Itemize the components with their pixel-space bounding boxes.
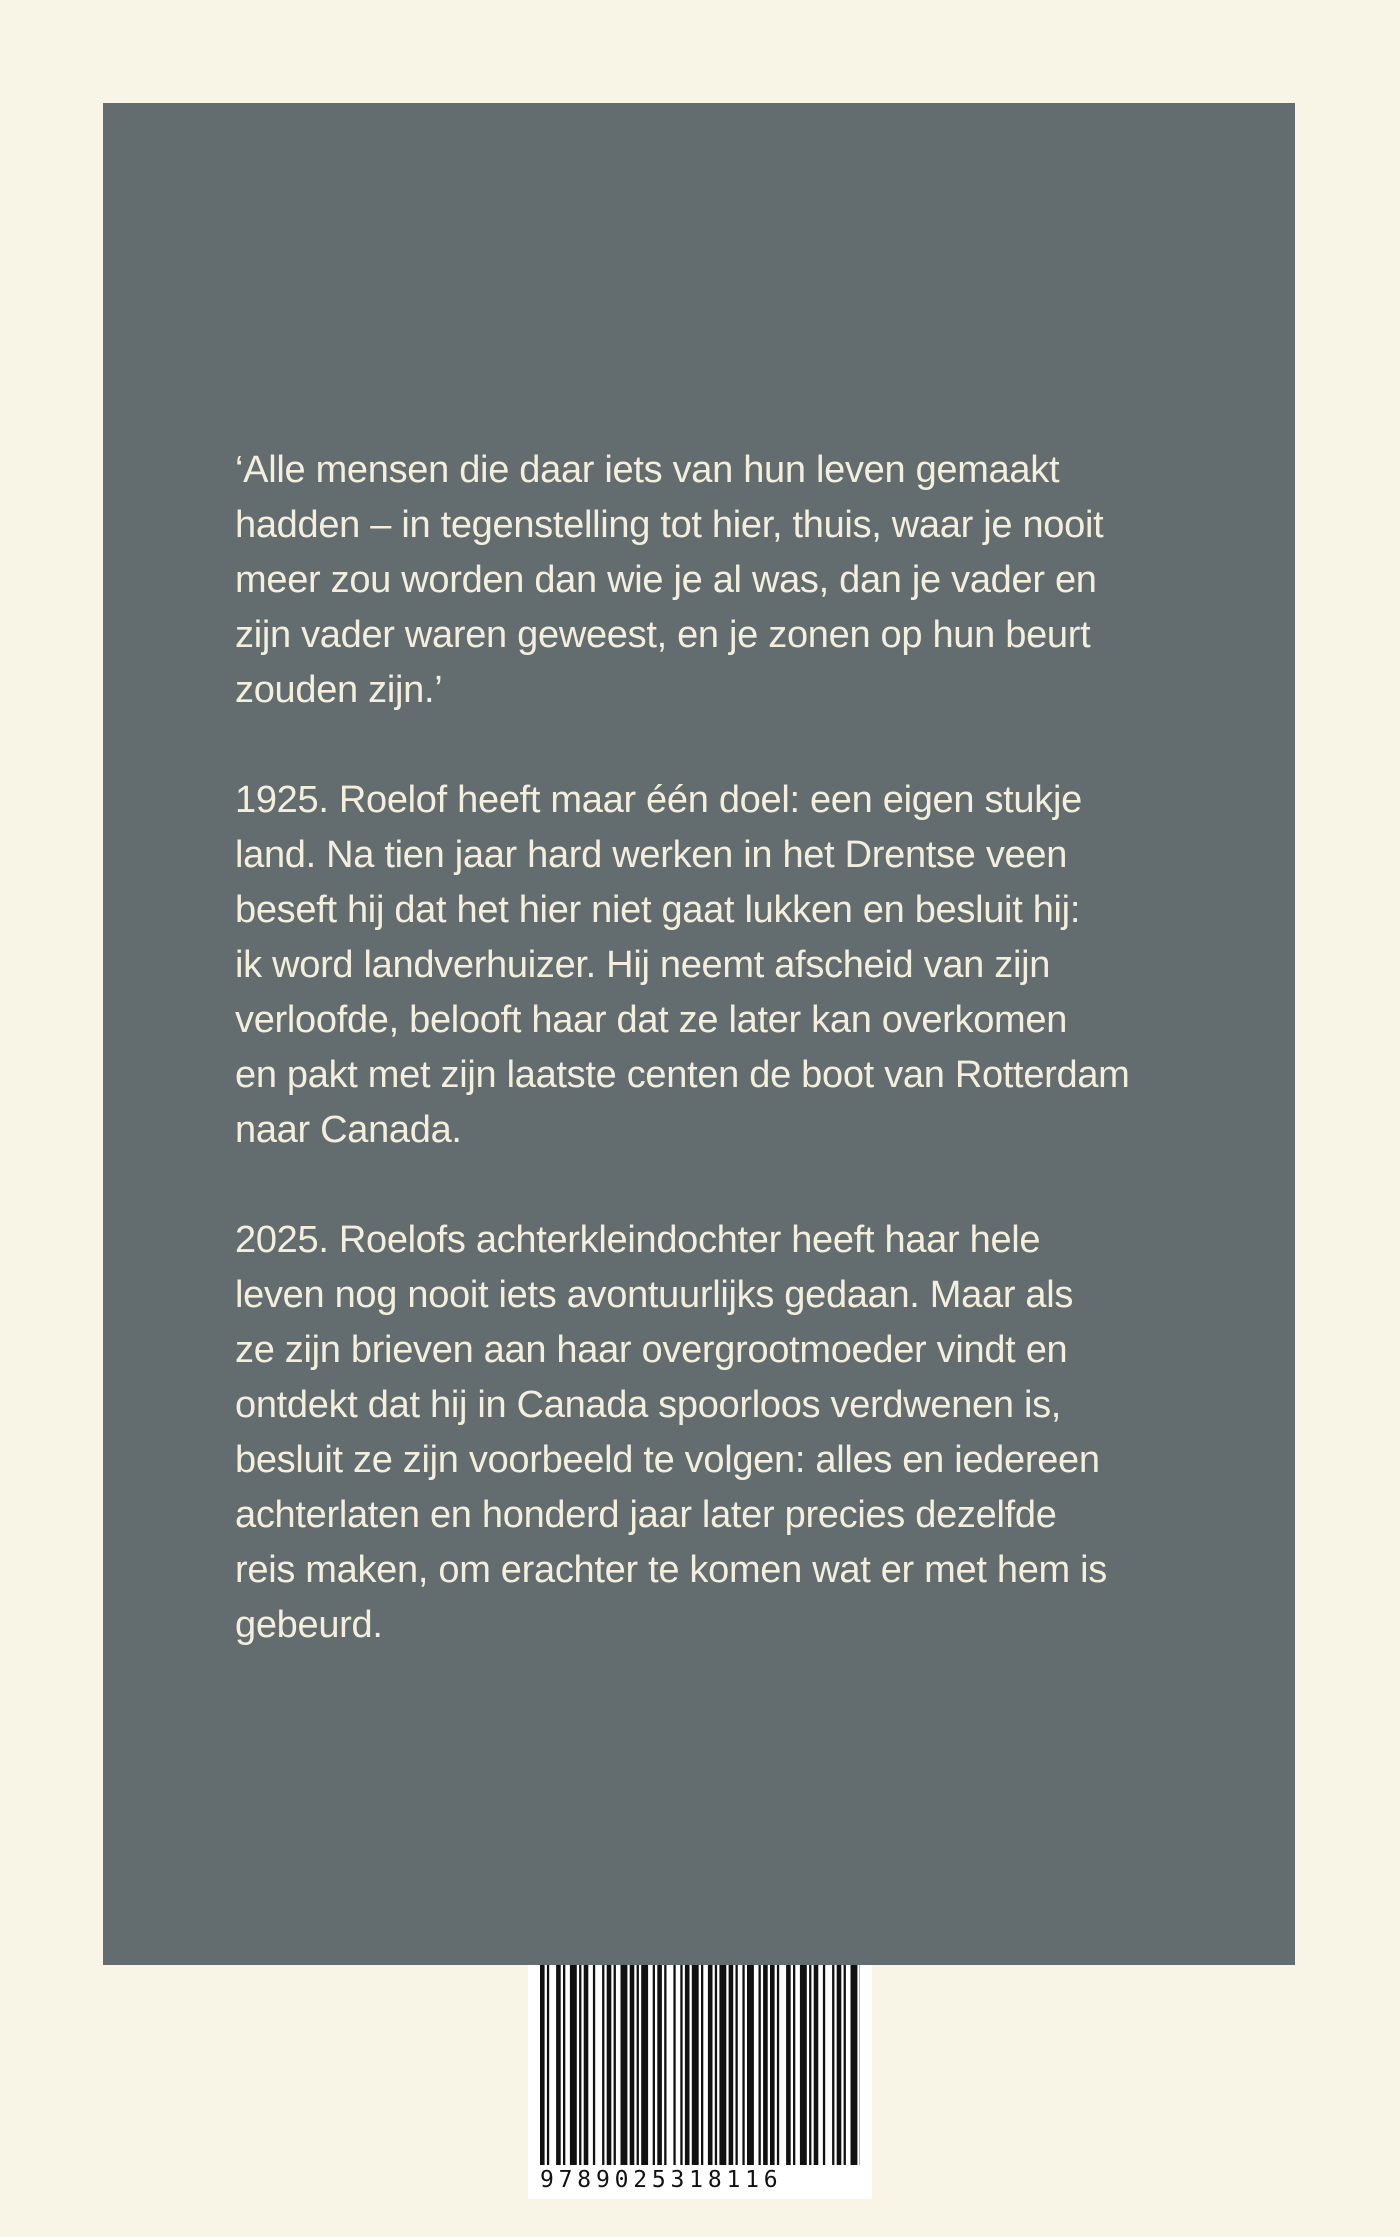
barcode-bar xyxy=(701,1965,703,2165)
paragraph-1925: 1925. Roelof heeft maar één doel: een eigen stukje land. Na tien jaar hard werken in het Drentse veen beseft hij dat het hier niet gaat lukken en besluit hij: ik word landverhuizer. Hij neemt afscheid van zijn verloofde, belooft haar dat ze later kan overkomen en pakt met zijn laatste centen de boot van Rotterdam naar Canada. xyxy=(235,779,1130,1151)
barcode-bar xyxy=(729,1965,734,2165)
barcode-bar xyxy=(614,1965,616,2165)
barcode-bar xyxy=(832,1965,834,2165)
barcode-bar xyxy=(570,1965,577,2165)
barcode-bar xyxy=(851,1965,858,2165)
barcode-bar xyxy=(607,1965,612,2165)
barcode-bar xyxy=(814,1965,819,2165)
barcode-bar xyxy=(809,1965,811,2165)
isbn-number: 9789025318116 xyxy=(540,2167,783,2193)
barcode-bar xyxy=(630,1965,635,2165)
barcode-bar xyxy=(708,1965,713,2165)
barcode-bar xyxy=(770,1965,775,2165)
barcode-bar xyxy=(641,1965,648,2165)
barcode-bar xyxy=(556,1965,561,2165)
quote-paragraph: ‘Alle mensen die daar iets van hun leven gemaakt hadden – in tegenstelling tot hier, thuis, waar je nooit meer zou worden dan wie je al was, dan je vader en zijn vader waren geweest, en je zonen op hun beurt zouden zijn.’ xyxy=(235,449,1104,711)
barcode-bar xyxy=(673,1965,675,2165)
barcode-bar xyxy=(837,1965,842,2165)
barcode-bar xyxy=(793,1965,795,2165)
barcode-bar xyxy=(637,1965,639,2165)
barcode-bar xyxy=(692,1965,699,2165)
isbn-barcode xyxy=(528,1965,872,2199)
barcode-bar xyxy=(579,1965,581,2165)
barcode-bar xyxy=(593,1965,595,2165)
barcode-bar xyxy=(742,1965,744,2165)
barcode-bar xyxy=(657,1965,662,2165)
back-cover-panel xyxy=(103,103,1295,1965)
blurb-text xyxy=(235,443,1235,1708)
barcode-bar xyxy=(602,1965,604,2165)
barcode-bar xyxy=(653,1965,655,2165)
barcode-bar xyxy=(777,1965,779,2165)
barcode-bar xyxy=(786,1965,791,2165)
barcode-bar xyxy=(680,1965,682,2165)
barcode-bar xyxy=(719,1965,726,2165)
barcode-bar xyxy=(685,1965,690,2165)
barcode-bar xyxy=(563,1965,565,2165)
paragraph-2025: 2025. Roelofs achterkleindochter heeft haar hele leven nog nooit iets avontuurlijks gedaan. Maar als ze zijn brieven aan haar overgrootmoeder vindt en ontdekt dat hij in Canada spoorloos verdwenen is, besluit ze zijn voorbeeld te volgen: alles en iedereen achterlaten en honderd jaar later precies dezelfde reis maken, om erachter te komen wat er met hem is gebeurd. xyxy=(235,1219,1107,1646)
barcode-bar xyxy=(547,1965,549,2165)
barcode-bar xyxy=(747,1965,754,2165)
barcode-bar xyxy=(763,1965,768,2165)
barcode-bars xyxy=(528,1965,872,2165)
barcode-bar xyxy=(800,1965,807,2165)
barcode-bar xyxy=(584,1965,589,2165)
barcode-bar xyxy=(540,1965,545,2165)
barcode-bar xyxy=(823,1965,825,2165)
barcode-bar xyxy=(759,1965,761,2165)
barcode-bar xyxy=(715,1965,717,2165)
barcode-bar xyxy=(844,1965,846,2165)
barcode-bar xyxy=(736,1965,738,2165)
barcode-bar xyxy=(621,1965,628,2165)
barcode-bar xyxy=(664,1965,666,2165)
